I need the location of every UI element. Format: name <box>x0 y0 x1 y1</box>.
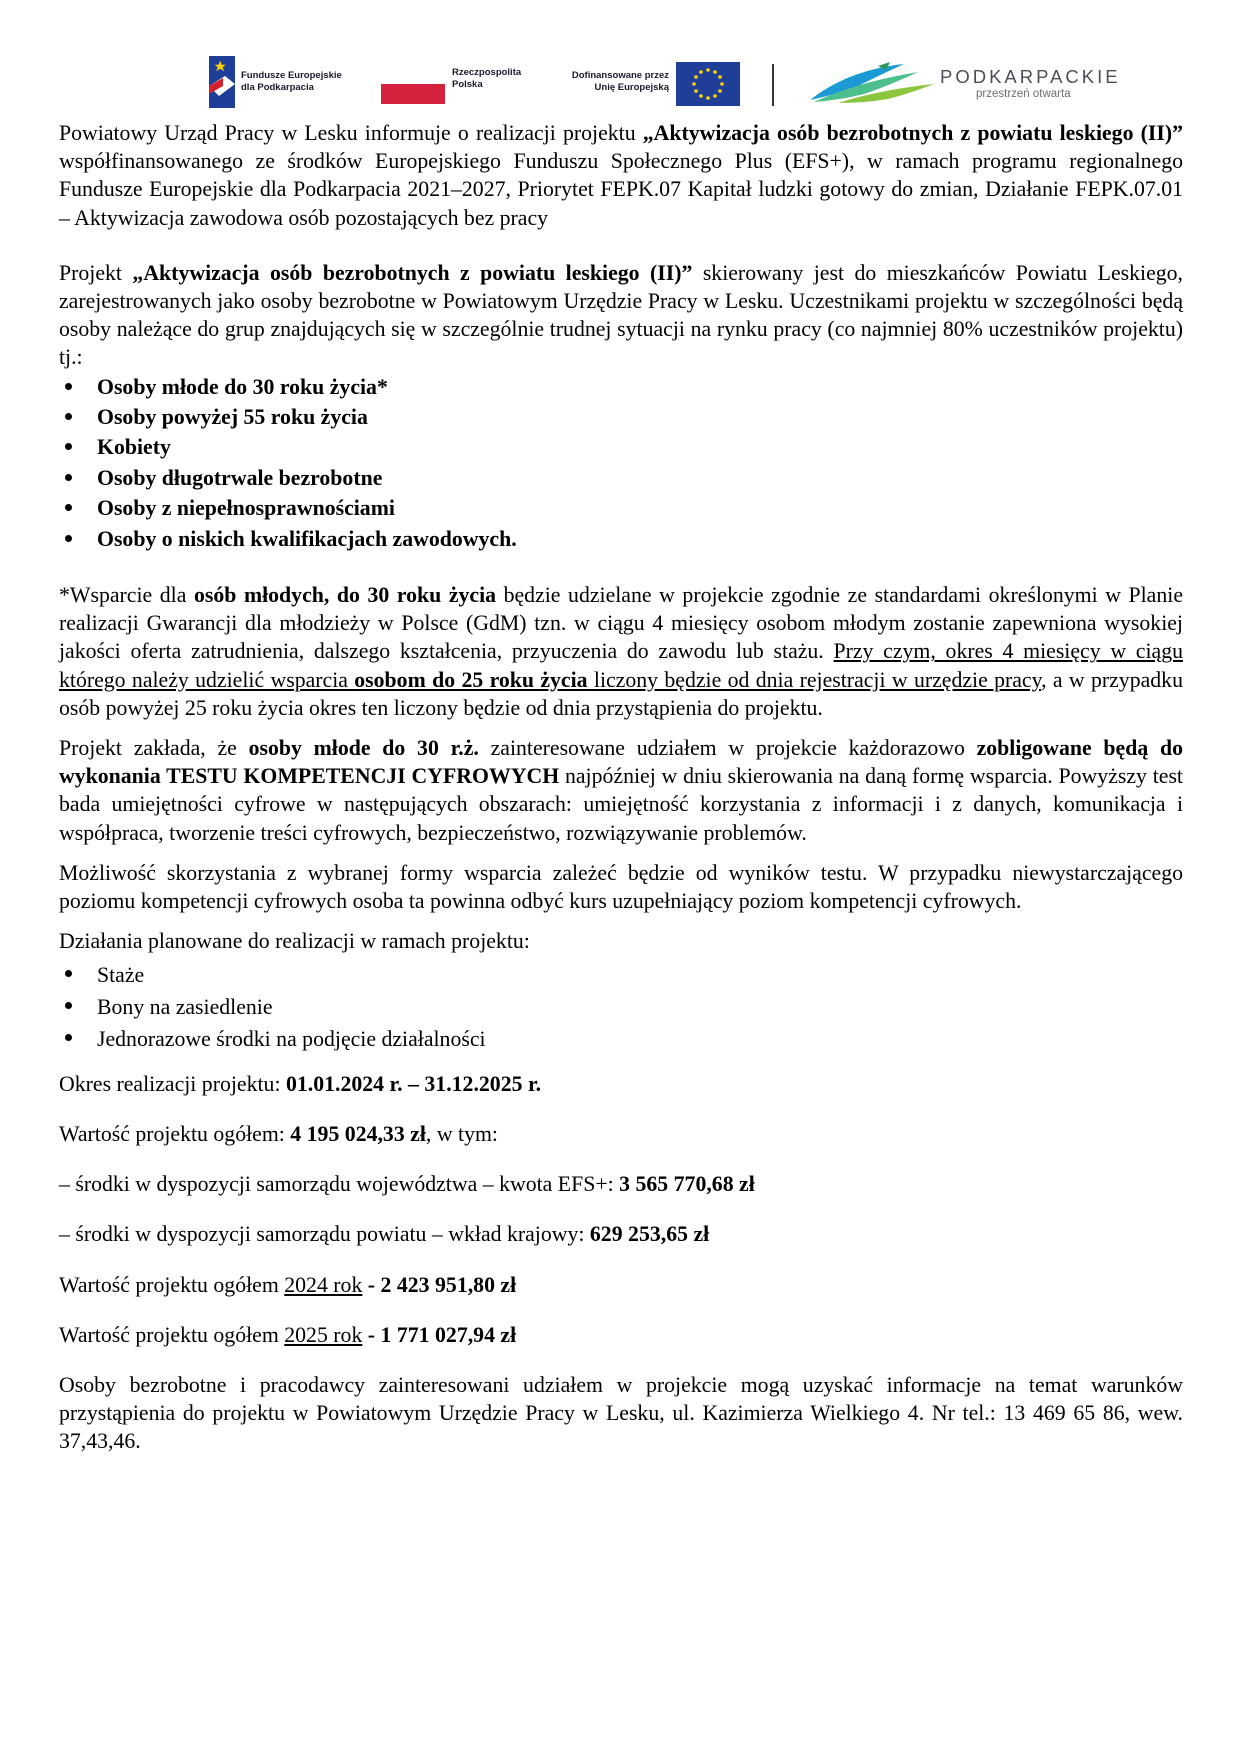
list-item: Osoby powyżej 55 roku życia <box>59 402 1183 432</box>
note-text-2: będzie udzielane w projekcie zgodnie ze standardami określonymi w Planie realizacji Gwarancji dla młodzieży w Polsce (GdM) tzn. w ciągu 4 miesięcy osobom młodym zostanie zapewniona wysokiej jakości oferta zatrudnienia, dalszego kształcenia, przyuczenia do zawodu lub stażu. <box>59 583 1183 664</box>
note-bold-1: osób młodych, do 30 roku życia <box>193 583 497 608</box>
list-item: Osoby młode do 30 roku życia* <box>59 372 1183 402</box>
total-suffix: , w tym: <box>425 1121 498 1146</box>
value-2024-year: 2024 rok <box>284 1272 363 1297</box>
intro-text-2: współfinansowanego ze środków Europejskiego Funduszu Społecznego Plus (EFS+), w ramach programu regionalnego Fundusze Europejskie dla Podkarpacia 2021–2027, Priorytet FEPK.07 Kapitał ludzki gotowy do zmian, Działanie FEPK.07.01 – Aktywizacja zawodowa osób pozostających bez pracy <box>59 149 1183 230</box>
rp-line-2: Polska <box>452 79 483 90</box>
project-period <box>59 1070 1183 1098</box>
note-text-1: *Wsparcie dla <box>59 583 194 608</box>
project-text-2: skierowany jest do mieszkańców Powiatu Leskiego, zarejestrowanych jako osoby bezrobotne w Powiatowym Urzędzie Pracy w Lesku. Uczestnikami projektu w szczególności będą osoby należące do grup znajdujących się w szczególnie trudnej sytuacji na rynku pracy (co najmniej 80% uczestników projektu) tj.: <box>59 260 1184 370</box>
possibility-paragraph: Możliwość skorzystania z wybranej formy wsparcia zależeć będzie od wyników testu. W przypadku niewystarczającego poziomu kompetencji cyfrowych osoba ta powinna odbyć kurs uzupełniający poziom kompetencji cyfrowych. <box>59 860 1183 914</box>
project-total-value <box>59 1120 1183 1148</box>
actions-list <box>59 959 1183 1056</box>
eu-funding-logo <box>562 62 740 106</box>
fe-line-2: dla Podkarpacia <box>241 82 314 93</box>
value-2025-amount: 1 771 027,94 zł <box>380 1322 517 1347</box>
intro-text-1: Powiatowy Urząd Pracy w Lesku informuje o realizacji projektu <box>59 121 643 145</box>
target-groups-list <box>59 372 1183 554</box>
fe-emblem-icon <box>209 56 237 108</box>
polish-flag-icon <box>381 64 445 106</box>
test-text-3: najpóźniej w dniu skierowania na daną formę wsparcia. Powyższy test bada umiejętności cyfrowe w następujących obszarach: umiejętność korzystania z informacji i z danych, komunikacja i współpraca, tworzenie treści cyfrowych, bezpieczeństwo, rozwiązywanie problemów. <box>59 764 1183 845</box>
efs-funds <box>59 1170 1183 1198</box>
project-text-1: Projekt <box>59 260 133 285</box>
rzeczpospolita-polska-logo <box>381 64 541 106</box>
list-item: Osoby długotrwale bezrobotne <box>59 463 1183 493</box>
eu-line-1: Dofinansowane przez <box>571 70 669 81</box>
digital-test-paragraph <box>59 734 1183 847</box>
logo-strip <box>0 0 1241 122</box>
note-text-3: , a w przypadku osób powyżej 25 roku życia okres ten liczony będzie od dnia przystąpienia do projektu. <box>59 667 1183 720</box>
podkarpackie-logo <box>808 60 1138 110</box>
rp-line-1: Rzeczpospolita <box>452 67 522 78</box>
fundusze-europejskie-logo <box>209 56 399 108</box>
document-body <box>59 119 1183 1456</box>
note-underlined-2: liczony będzie od dnia rejestracji w urzędzie pracy <box>587 667 1042 692</box>
national-value: 629 253,65 zł <box>589 1222 710 1247</box>
test-bold-2: zobligowane będą do wykonania TESTU KOMPETENCJI CYFROWYCH <box>59 736 1183 789</box>
value-2024-amount: 2 423 951,80 zł <box>380 1272 517 1297</box>
value-2025-year: 2025 rok <box>284 1322 363 1347</box>
list-item: Osoby z niepełnosprawnościami <box>59 493 1183 523</box>
national-contribution <box>59 1220 1183 1248</box>
period-value: 01.01.2024 r. – 31.12.2025 r. <box>285 1071 542 1096</box>
contact-paragraph: Osoby bezrobotne i pracodawcy zainteresowani udziałem w projekcie mogą uzyskać informacje na temat warunków przystąpienia do projektu w Powiatowym Urzędzie Pracy w Lesku, ul. Kazimierza Wielkiego 4. Nr tel.: 13 469 65 86, wew. 37,43,46. <box>59 1372 1183 1454</box>
test-bold-1: osoby młode do 30 r.ż. <box>248 736 479 761</box>
eu-flag-icon <box>676 62 740 106</box>
efs-label: – środki w dyspozycji samorządu województwa – kwota EFS+: <box>59 1172 620 1197</box>
project-title-2: „Aktywizacja osób bezrobotnych z powiatu leskiego (II)” <box>132 260 693 285</box>
value-2024-label: Wartość projektu ogółem <box>59 1272 285 1297</box>
eu-line-2: Unię Europejską <box>594 82 669 93</box>
national-label: – środki w dyspozycji samorządu powiatu – wkład krajowy: <box>59 1222 590 1247</box>
project-paragraph <box>59 259 1183 372</box>
value-2024 <box>59 1271 1183 1299</box>
project-title: „Aktywizacja osób bezrobotnych z powiatu leskiego (II)” <box>642 121 1184 145</box>
note-underlined-bold: osobom do 25 roku życia <box>354 667 588 692</box>
list-item: Kobiety <box>59 432 1183 462</box>
fe-line-1: Fundusze Europejskie <box>241 70 342 81</box>
test-text-1: Projekt zakłada, że <box>59 736 249 761</box>
podkarpackie-waves-icon <box>808 60 936 104</box>
note-underlined-1: Przy czym, okres 4 miesięcy w ciągu którego należy udzielić wsparcia <box>59 639 1183 692</box>
total-label: Wartość projektu ogółem: <box>59 1121 291 1146</box>
logo-divider <box>772 64 774 106</box>
value-2025-label: Wartość projektu ogółem <box>59 1322 285 1347</box>
efs-value: 3 565 770,68 zł <box>619 1172 755 1197</box>
value-2024-sep: - <box>362 1272 381 1297</box>
value-2025-sep: - <box>362 1322 381 1347</box>
test-text-2: zainteresowane udziałem w projekcie każdorazowo <box>478 736 977 761</box>
actions-heading: Działania planowane do realizacji w ramach projektu: <box>59 929 530 954</box>
total-value: 4 195 024,33 zł <box>290 1121 426 1146</box>
list-item: Osoby o niskich kwalifikacjach zawodowych. <box>59 524 1183 554</box>
youth-support-note <box>59 581 1183 722</box>
list-item: Bony na zasiedlenie <box>59 991 1183 1023</box>
list-item: Staże <box>59 959 1183 991</box>
podkarpackie-name: PODKARPACKIE <box>940 66 1121 87</box>
intro-paragraph <box>59 119 1183 232</box>
value-2025 <box>59 1321 1183 1349</box>
podkarpackie-tagline: przestrzeń otwarta <box>976 88 1071 100</box>
period-label: Okres realizacji projektu: <box>59 1071 286 1096</box>
list-item: Jednorazowe środki na podjęcie działalności <box>59 1023 1183 1055</box>
